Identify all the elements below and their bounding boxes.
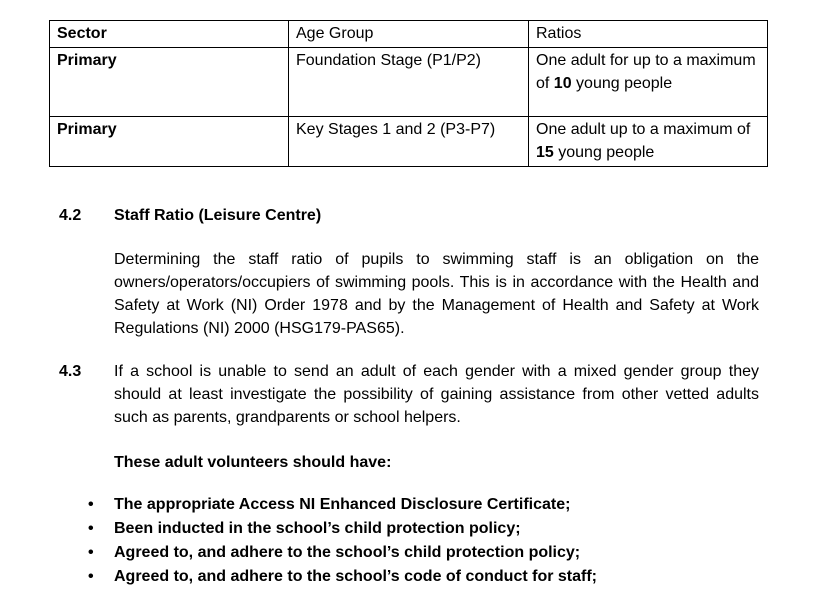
list-item: • Agreed to, and adhere to the school’s code of conduct for staff; [88, 565, 597, 589]
bullet-icon: • [88, 520, 94, 537]
ratio-table [49, 20, 768, 167]
header-ratios: Ratios [529, 21, 768, 48]
cell-sector: Primary [50, 117, 289, 167]
list-item: • Agreed to, and adhere to the school’s child protection policy; [88, 541, 597, 565]
cell-age-group: Key Stages 1 and 2 (P3-P7) [289, 117, 529, 167]
header-sector: Sector [50, 21, 289, 48]
bullet-icon: • [88, 496, 94, 513]
bullet-icon: • [88, 568, 94, 585]
section-body-4-3: If a school is unable to send an adult of each gender with a mixed gender group they should at least investigate the possibility of gaining assistance from other vetted adults such as parents, grandparents or school helpers. [114, 363, 759, 426]
section-number-4-3: 4.3 [59, 363, 82, 380]
section-heading-4-2: Staff Ratio (Leisure Centre) [114, 207, 322, 224]
cell-ratio: One adult for up to a maximum of 10 young people [529, 48, 768, 117]
header-age-group: Age Group [289, 21, 529, 48]
cell-ratio: One adult up to a maximum of 15 young people [529, 117, 768, 167]
section-body-4-2: Determining the staff ratio of pupils to swimming staff is an obligation on the owners/operators/occupiers of swimming pools. This is in accordance with the Health and Safety at Work (NI) Order 1978 and by the Management of Health and Safety at Work Regulations (NI) 2000 (HSG179-PAS65). [114, 251, 759, 337]
cell-age-group: Foundation Stage (P1/P2) [289, 48, 529, 117]
list-item: • Been inducted in the school’s child protection policy; [88, 517, 597, 541]
cell-sector: Primary [50, 48, 289, 117]
volunteers-subheading: These adult volunteers should have: [114, 454, 392, 471]
ratio-number: 15 [536, 144, 554, 161]
section-number-4-2: 4.2 [59, 207, 82, 224]
table-header-row [50, 21, 768, 48]
list-item: • The appropriate Access NI Enhanced Disclosure Certificate; [88, 493, 597, 517]
table-row [50, 48, 768, 117]
table-row [50, 117, 768, 167]
bullet-icon: • [88, 544, 94, 561]
ratio-number: 10 [553, 75, 572, 92]
volunteer-requirements-list [88, 493, 597, 589]
